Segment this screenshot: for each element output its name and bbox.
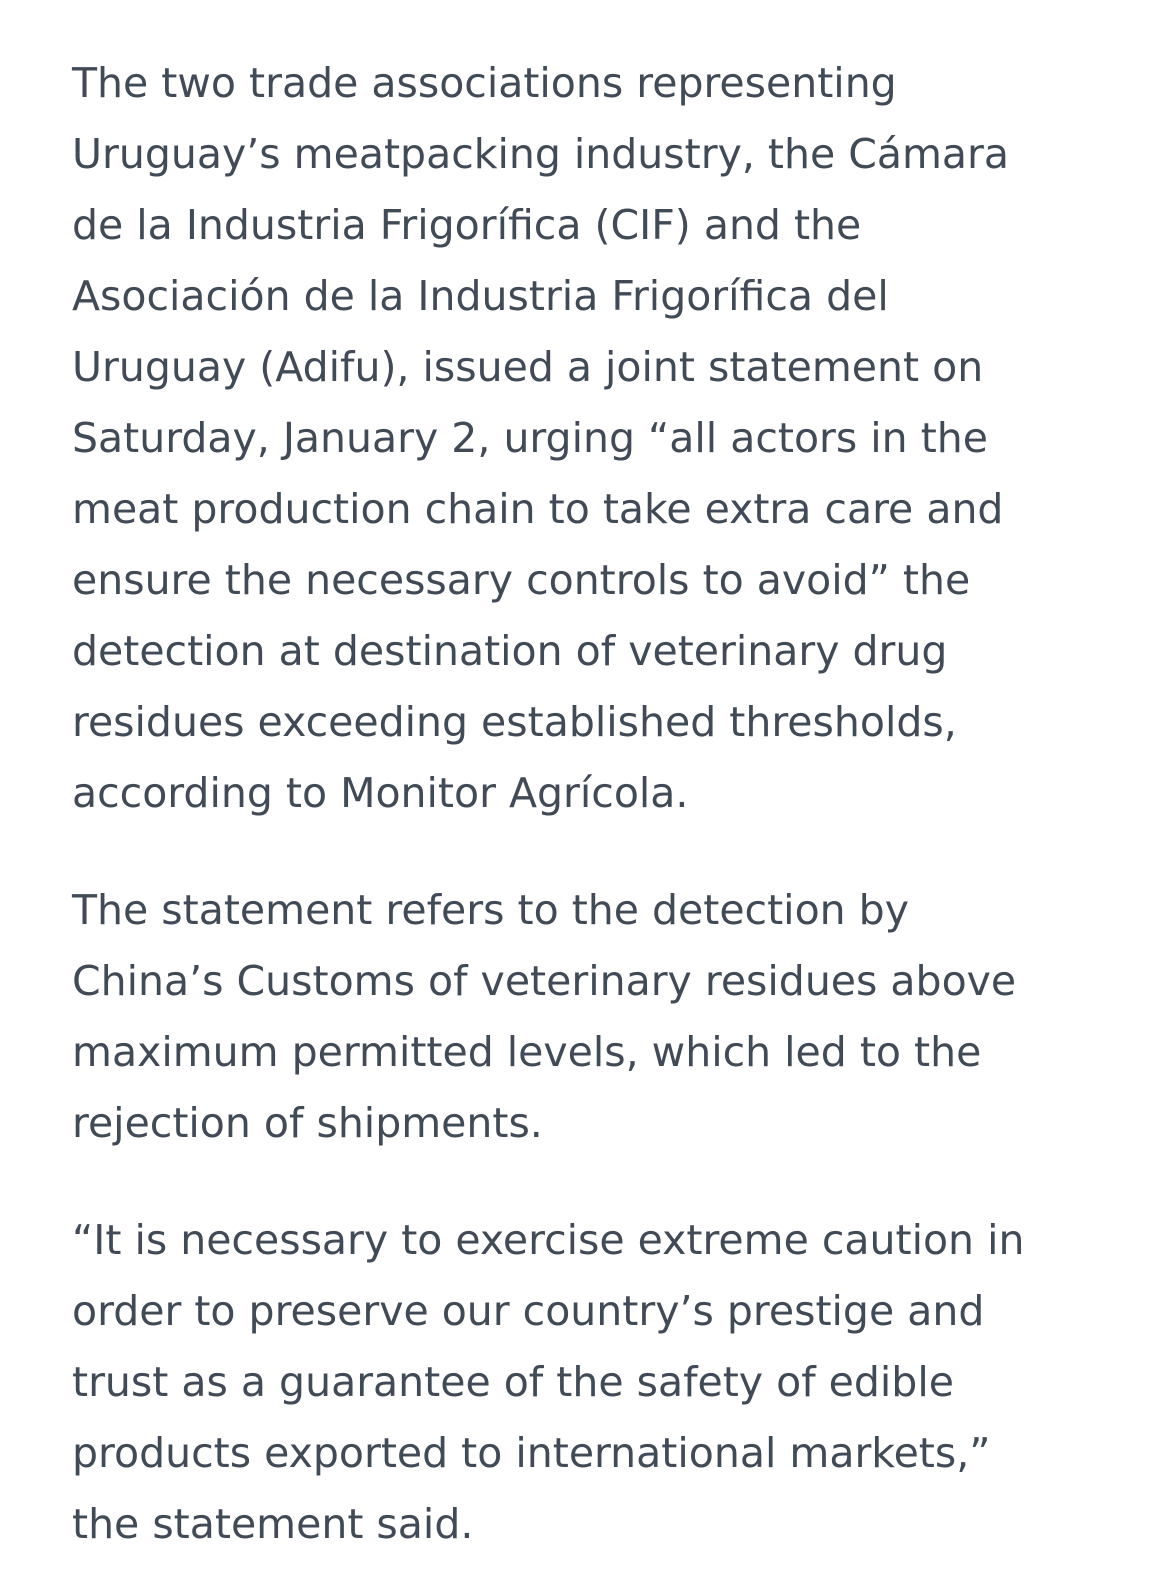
paragraph-line: according to Monitor Agrícola. bbox=[72, 769, 689, 817]
paragraph-line: trust as a guarantee of the safety of edible bbox=[72, 1358, 954, 1406]
paragraph-2 bbox=[72, 875, 1132, 1159]
article-body bbox=[72, 48, 1132, 1560]
paragraph-line: Saturday, January 2, urging “all actors in the bbox=[72, 414, 988, 462]
paragraph-1 bbox=[72, 48, 1132, 829]
paragraph-line: the statement said. bbox=[72, 1500, 474, 1548]
paragraph-line: rejection of shipments. bbox=[72, 1099, 543, 1147]
paragraph-line: ensure the necessary controls to avoid” the bbox=[72, 556, 971, 604]
paragraph-line: meat production chain to take extra care and bbox=[72, 485, 1004, 533]
paragraph-line: order to preserve our country’s prestige and bbox=[72, 1287, 985, 1335]
paragraph-line: The two trade associations representing bbox=[72, 59, 897, 107]
paragraph-line: Uruguay (Adifu), issued a joint statement on bbox=[72, 343, 984, 391]
paragraph-line: maximum permitted levels, which led to the bbox=[72, 1028, 982, 1076]
paragraph-3 bbox=[72, 1205, 1132, 1560]
paragraph-line: detection at destination of veterinary drug bbox=[72, 627, 948, 675]
paragraph-line: products exported to international markets,” bbox=[72, 1429, 991, 1477]
paragraph-line: residues exceeding established thresholds, bbox=[72, 698, 957, 746]
paragraph-line: “It is necessary to exercise extreme caution in bbox=[72, 1216, 1025, 1264]
paragraph-line: China’s Customs of veterinary residues above bbox=[72, 957, 1017, 1005]
paragraph-line: de la Industria Frigorífica (CIF) and the bbox=[72, 201, 862, 249]
paragraph-line: Uruguay’s meatpacking industry, the Cámara bbox=[72, 130, 1010, 178]
paragraph-line: The statement refers to the detection by bbox=[72, 886, 909, 934]
paragraph-line: Asociación de la Industria Frigorífica del bbox=[72, 272, 889, 320]
